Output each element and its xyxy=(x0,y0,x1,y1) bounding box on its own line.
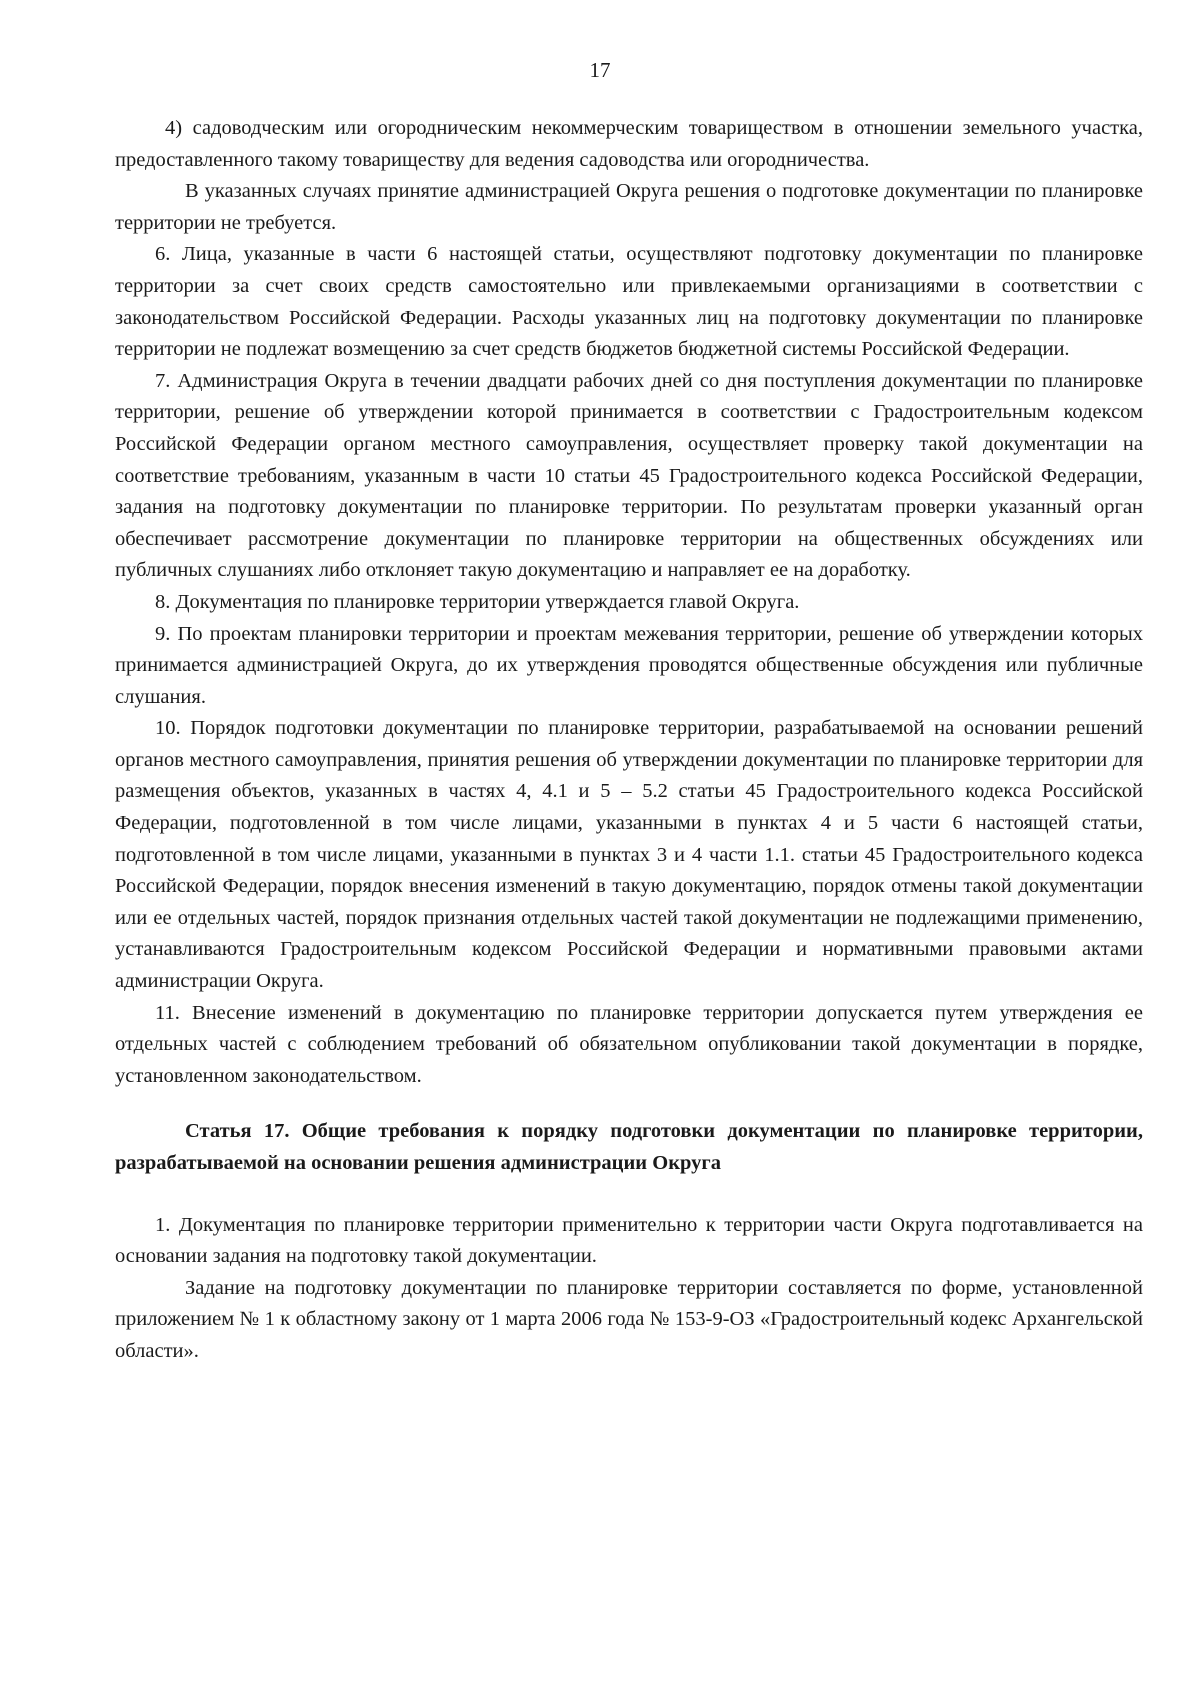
article-17-paragraph-1: 1. Документация по планировке территории применительно к территории части Округа подготавливается на основании задания на подготовку такой документации. xyxy=(115,1213,1143,1268)
article-17-heading: Статья 17. Общие требования к порядку подготовки документации по планировке территории, разрабатываемой на основании решения администрации Округа xyxy=(115,1120,1143,1174)
article-17-paragraph-task: Задание на подготовку документации по планировке территории составляется по форме, установленной приложением № 1 к областному закону от 1 марта 2006 года № 153-9-ОЗ «Градостроительный кодекс Архангельской области». xyxy=(115,1276,1143,1362)
paragraph-10: 10. Порядок подготовки документации по планировке территории, разрабатываемой на основании решений органов местного самоуправления, принятия решения об утверждении документации по планировке территории для размещения объектов, указанных в частях 4, 4.1 и 5 – 5.2 статьи 45 Градостроительного кодекса Российской Федерации, подготовленной в том числе лицами, указанными в пунктах 4 и 5 части 6 настоящей статьи, подготовленной в том числе лицами, указанными в пунктах 3 и 4 части 1.1. статьи 45 Градостроительного кодекса Российской Федерации, порядок внесения изменений в такую документацию, порядок отмены такой документации или ее отдельных частей, порядок признания отдельных частей такой документации не подлежащими применению, устанавливаются Градостроительным кодексом Российской Федерации и нормативными правовыми актами администрации Округа. xyxy=(115,717,1143,993)
paragraph-9: 9. По проектам планировки территории и проектам межевания территории, решение об утверждении которых принимается администрацией Округа, до их утверждения проводятся общественные обсуждения или публичные слушания. xyxy=(115,622,1143,708)
page-number: 17 xyxy=(589,58,611,82)
document-body xyxy=(115,113,1143,1368)
paragraph-8: 8. Документация по планировке территории утверждается главой Округа. xyxy=(155,590,800,613)
paragraph-6: 6. Лица, указанные в части 6 настоящей статьи, осуществляют подготовку документации по планировке территории за счет своих средств самостоятельно или привлекаемыми организациями в соответствии с законодательством Российской Федерации. Расходы указанных лиц на подготовку документации по планировке территории не подлежат возмещению за счет средств бюджетов бюджетной системы Российской Федерации. xyxy=(115,243,1143,361)
paragraph-11: 11. Внесение изменений в документацию по планировке территории допускается путем утверждения ее отдельных частей с соблюдением требований об обязательном опубликовании такой документации в порядке, установленном законодательством. xyxy=(115,1001,1143,1087)
paragraph-note: В указанных случаях принятие администрацией Округа решения о подготовке документации по планировке территории не требуется. xyxy=(115,180,1143,234)
paragraph-item-4: 4) садоводческим или огородническим некоммерческим товариществом в отношении земельного участка, предоставленного такому товариществу для ведения садоводства или огородничества. xyxy=(115,117,1143,171)
paragraph-7: 7. Администрация Округа в течении двадцати рабочих дней со дня поступления документации по планировке территории, решение об утверждении которой принимается в соответствии с Градостроительным кодексом Российской Федерации органом местного самоуправления, осуществляет проверку такой документации на соответствие требованиям, указанным в части 10 статьи 45 Градостроительного кодекса Российской Федерации, задания на подготовку документации по планировке территории. По результатам проверки указанный орган обеспечивает рассмотрение документации по планировке территории на общественных обсуждениях или публичных слушаниях либо отклоняет такую документацию и направляет ее на доработку. xyxy=(115,369,1143,582)
